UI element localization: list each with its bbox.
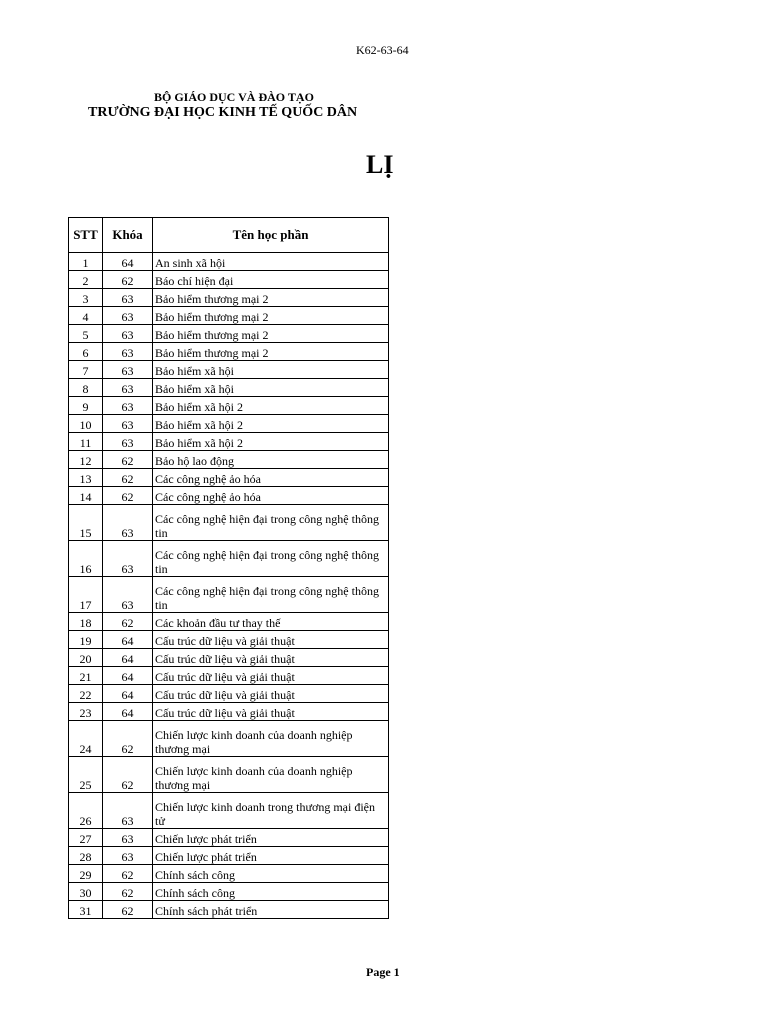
row-course-name: Các công nghệ ảo hóa <box>153 487 389 505</box>
table-row <box>69 487 389 505</box>
table-row <box>69 415 389 433</box>
row-course-name: Chiến lược kinh doanh của doanh nghiệp thương mại <box>153 721 389 757</box>
row-course-name: Bảo hiểm thương mại 2 <box>153 307 389 325</box>
row-khoa: 63 <box>103 415 153 433</box>
row-stt: 26 <box>69 793 103 829</box>
row-course-name: Các công nghệ hiện đại trong công nghệ thông tin <box>153 541 389 577</box>
row-stt: 23 <box>69 703 103 721</box>
table-row <box>69 271 389 289</box>
row-stt: 18 <box>69 613 103 631</box>
row-khoa: 64 <box>103 253 153 271</box>
document-code: K62-63-64 <box>356 43 409 57</box>
row-stt: 12 <box>69 451 103 469</box>
page-number: Page 1 <box>366 965 400 979</box>
row-stt: 11 <box>69 433 103 451</box>
row-stt: 13 <box>69 469 103 487</box>
row-course-name: An sinh xã hội <box>153 253 389 271</box>
table-row <box>69 793 389 829</box>
row-course-name: Cấu trúc dữ liệu và giải thuật <box>153 631 389 649</box>
row-course-name: Bảo hộ lao động <box>153 451 389 469</box>
row-khoa: 64 <box>103 649 153 667</box>
row-khoa: 62 <box>103 757 153 793</box>
row-stt: 6 <box>69 343 103 361</box>
row-course-name: Chính sách công <box>153 865 389 883</box>
table-row <box>69 901 389 919</box>
table-row <box>69 703 389 721</box>
row-khoa: 62 <box>103 865 153 883</box>
row-khoa: 62 <box>103 721 153 757</box>
table-row <box>69 577 389 613</box>
row-stt: 25 <box>69 757 103 793</box>
row-stt: 27 <box>69 829 103 847</box>
table-row <box>69 289 389 307</box>
row-khoa: 63 <box>103 829 153 847</box>
table-row <box>69 649 389 667</box>
row-course-name: Bảo hiểm thương mại 2 <box>153 325 389 343</box>
row-khoa: 63 <box>103 433 153 451</box>
row-course-name: Cấu trúc dữ liệu và giải thuật <box>153 649 389 667</box>
row-stt: 4 <box>69 307 103 325</box>
page-title: LỊ <box>366 150 394 179</box>
column-header-stt: STT <box>69 218 103 253</box>
row-khoa: 63 <box>103 289 153 307</box>
row-khoa: 64 <box>103 703 153 721</box>
row-course-name: Các công nghệ hiện đại trong công nghệ thông tin <box>153 577 389 613</box>
table-row <box>69 325 389 343</box>
row-stt: 22 <box>69 685 103 703</box>
row-khoa: 63 <box>103 379 153 397</box>
row-khoa: 63 <box>103 397 153 415</box>
table-row <box>69 541 389 577</box>
table-row <box>69 883 389 901</box>
table-row <box>69 829 389 847</box>
table-row <box>69 685 389 703</box>
row-stt: 3 <box>69 289 103 307</box>
row-khoa: 62 <box>103 883 153 901</box>
row-stt: 17 <box>69 577 103 613</box>
row-stt: 29 <box>69 865 103 883</box>
table-row <box>69 343 389 361</box>
row-khoa: 63 <box>103 343 153 361</box>
row-khoa: 62 <box>103 487 153 505</box>
row-stt: 15 <box>69 505 103 541</box>
row-stt: 16 <box>69 541 103 577</box>
row-stt: 5 <box>69 325 103 343</box>
row-course-name: Chiến lược phát triển <box>153 847 389 865</box>
row-stt: 19 <box>69 631 103 649</box>
ministry-name: BỘ GIÁO DỤC VÀ ĐÀO TẠO <box>154 90 314 104</box>
row-stt: 21 <box>69 667 103 685</box>
row-khoa: 62 <box>103 451 153 469</box>
table-row <box>69 451 389 469</box>
column-header-khoa: Khóa <box>103 218 153 253</box>
row-khoa: 63 <box>103 577 153 613</box>
table-row <box>69 631 389 649</box>
table-row <box>69 379 389 397</box>
row-stt: 9 <box>69 397 103 415</box>
row-khoa: 63 <box>103 541 153 577</box>
row-course-name: Các công nghệ hiện đại trong công nghệ thông tin <box>153 505 389 541</box>
row-course-name: Chiến lược phát triển <box>153 829 389 847</box>
row-khoa: 62 <box>103 613 153 631</box>
table-row <box>69 865 389 883</box>
row-khoa: 63 <box>103 361 153 379</box>
row-khoa: 64 <box>103 667 153 685</box>
row-khoa: 63 <box>103 325 153 343</box>
table-body <box>69 253 389 919</box>
row-course-name: Bảo hiểm xã hội <box>153 361 389 379</box>
table-row <box>69 397 389 415</box>
row-course-name: Chiến lược kinh doanh trong thương mại điện tử <box>153 793 389 829</box>
row-khoa: 64 <box>103 685 153 703</box>
course-table <box>68 217 389 919</box>
row-course-name: Cấu trúc dữ liệu và giải thuật <box>153 667 389 685</box>
row-course-name: Bảo hiểm thương mại 2 <box>153 289 389 307</box>
row-course-name: Các khoản đầu tư thay thế <box>153 613 389 631</box>
row-khoa: 64 <box>103 631 153 649</box>
row-course-name: Báo chí hiện đại <box>153 271 389 289</box>
column-header-course-name: Tên học phần <box>153 218 389 253</box>
row-khoa: 63 <box>103 793 153 829</box>
table-row <box>69 721 389 757</box>
row-course-name: Cấu trúc dữ liệu và giải thuật <box>153 685 389 703</box>
table-row <box>69 613 389 631</box>
row-stt: 14 <box>69 487 103 505</box>
row-khoa: 63 <box>103 307 153 325</box>
table-row <box>69 469 389 487</box>
row-course-name: Bảo hiểm xã hội <box>153 379 389 397</box>
table-row <box>69 361 389 379</box>
row-course-name: Chính sách phát triển <box>153 901 389 919</box>
row-khoa: 62 <box>103 271 153 289</box>
table-row <box>69 253 389 271</box>
row-stt: 10 <box>69 415 103 433</box>
row-stt: 2 <box>69 271 103 289</box>
row-stt: 7 <box>69 361 103 379</box>
row-stt: 8 <box>69 379 103 397</box>
row-stt: 30 <box>69 883 103 901</box>
table-row <box>69 433 389 451</box>
row-stt: 20 <box>69 649 103 667</box>
row-khoa: 63 <box>103 847 153 865</box>
table-header-row <box>69 218 389 253</box>
row-course-name: Bảo hiểm xã hội 2 <box>153 433 389 451</box>
table-row <box>69 847 389 865</box>
row-course-name: Bảo hiểm xã hội 2 <box>153 397 389 415</box>
university-name: TRƯỜNG ĐẠI HỌC KINH TẾ QUỐC DÂN <box>88 105 358 120</box>
row-khoa: 63 <box>103 505 153 541</box>
table-row <box>69 505 389 541</box>
row-course-name: Cấu trúc dữ liệu và giải thuật <box>153 703 389 721</box>
row-stt: 24 <box>69 721 103 757</box>
row-course-name: Bảo hiểm xã hội 2 <box>153 415 389 433</box>
row-stt: 28 <box>69 847 103 865</box>
table-row <box>69 667 389 685</box>
row-stt: 1 <box>69 253 103 271</box>
row-course-name: Bảo hiểm thương mại 2 <box>153 343 389 361</box>
row-stt: 31 <box>69 901 103 919</box>
row-khoa: 62 <box>103 469 153 487</box>
row-khoa: 62 <box>103 901 153 919</box>
row-course-name: Chính sách công <box>153 883 389 901</box>
row-course-name: Các công nghệ ảo hóa <box>153 469 389 487</box>
table-row <box>69 757 389 793</box>
table-row <box>69 307 389 325</box>
row-course-name: Chiến lược kinh doanh của doanh nghiệp thương mại <box>153 757 389 793</box>
